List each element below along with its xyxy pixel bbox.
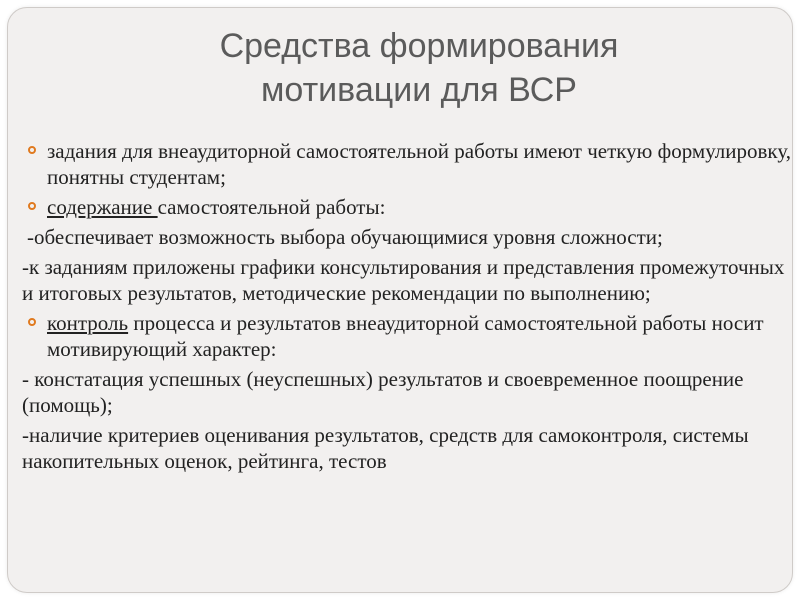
dash-item-results <box>22 366 792 418</box>
bullet-icon <box>28 146 36 154</box>
slide-title <box>0 24 800 112</box>
bullet-icon <box>28 318 36 326</box>
dash-text: -обеспечивает возможность выбора обучающимися уровня сложности; <box>27 225 663 249</box>
bullet-text: самостоятельной работы: <box>157 195 386 219</box>
bullet-text: задания для внеаудиторной самостоятельной работы имеют четкую формулировку, понятны студентам; <box>47 139 791 189</box>
slide-title-line-2: мотивации для ВСР <box>261 71 577 109</box>
slide-body <box>22 138 792 478</box>
underlined-term: содержание <box>47 195 158 219</box>
bullet-item-content <box>22 194 792 220</box>
dash-text: - констатация успешных (неуспешных) результатов и своевременное поощрение (помощь); <box>22 367 744 417</box>
bullet-icon <box>28 202 36 210</box>
dash-text: -наличие критериев оценивания результатов, средств для самоконтроля, системы накопительных оценок, рейтинга, тестов <box>22 423 749 473</box>
slide-title-line-1: Средства формирования <box>219 27 619 65</box>
bullet-text: процесса и результатов внеаудиторной самостоятельной работы носит мотивирующий характер: <box>47 311 764 361</box>
bullet-item-tasks <box>22 138 792 190</box>
dash-text: -к заданиям приложены графики консультирования и представления промежуточных и итоговых результатов, методические рекомендации по выполнению; <box>22 255 785 305</box>
bullet-item-control <box>22 310 792 362</box>
dash-item-choice <box>22 224 792 250</box>
dash-item-criteria <box>22 422 792 474</box>
dash-item-schedules <box>22 254 792 306</box>
underlined-term: контроль <box>47 311 129 335</box>
